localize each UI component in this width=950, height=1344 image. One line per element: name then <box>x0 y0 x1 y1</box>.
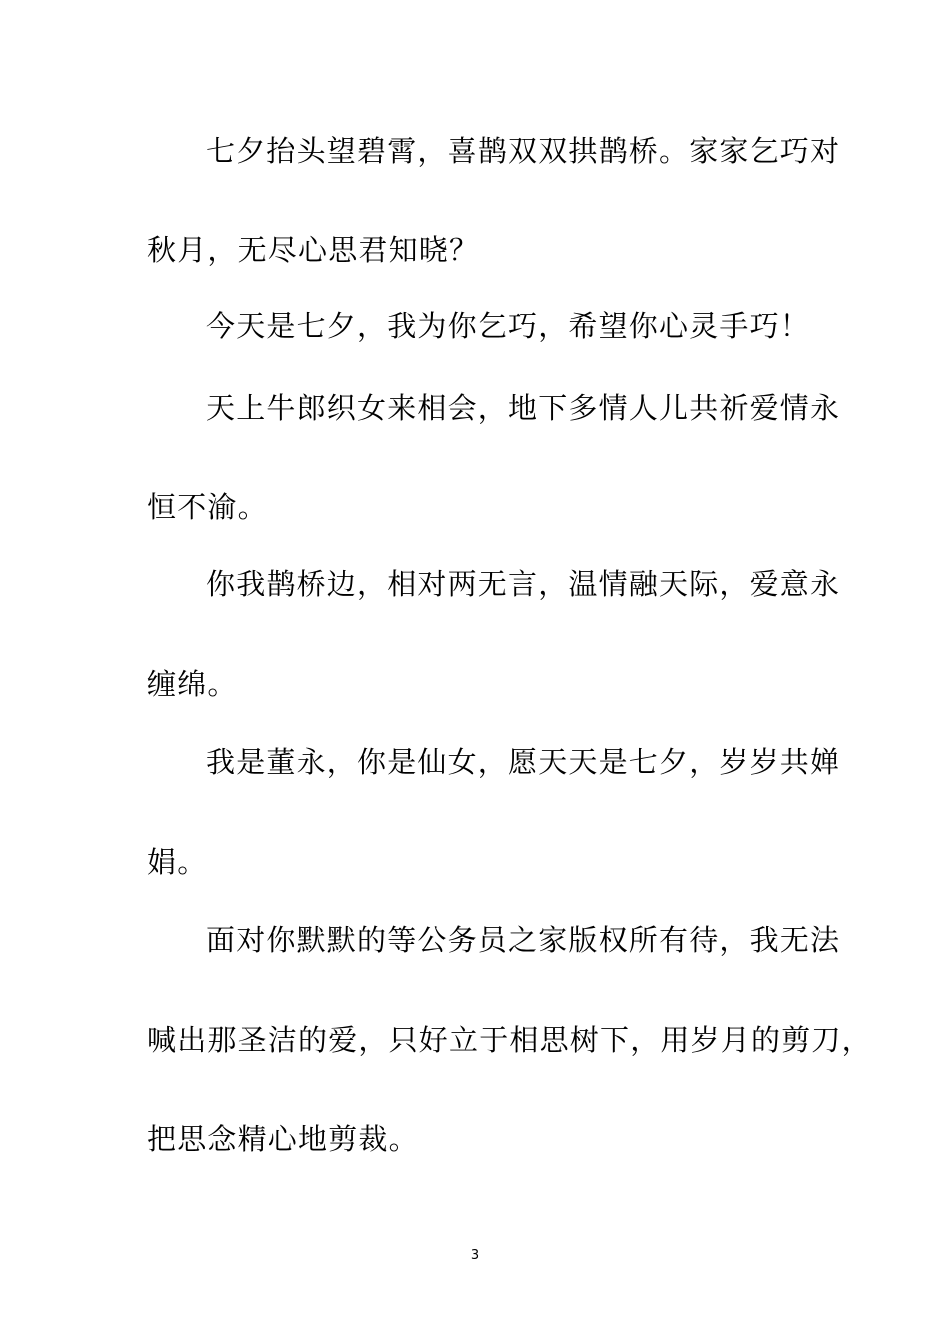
paragraph-line: 缠绵。 <box>147 667 238 701</box>
paragraph-line: 天上牛郎织女来相会，地下多情人儿共祈爱情永 <box>206 391 841 425</box>
paragraph-line: 我是董永，你是仙女，愿天天是七夕，岁岁共婵 <box>206 745 841 779</box>
paragraph-line: 今天是七夕，我为你乞巧，希望你心灵手巧！ <box>206 309 811 343</box>
paragraph-line: 喊出那圣洁的爱，只好立于相思树下，用岁月的剪刀， <box>147 1023 872 1057</box>
paragraph-line: 面对你默默的等公务员之家版权所有待，我无法 <box>206 923 841 957</box>
paragraph-line: 娟。 <box>147 845 208 879</box>
paragraph-line: 恒不渝。 <box>147 490 268 524</box>
page-number: 3 <box>470 1248 480 1263</box>
paragraph-line: 把思念精心地剪裁。 <box>147 1122 419 1156</box>
paragraph-line: 七夕抬头望碧霄，喜鹊双双拱鹊桥。家家乞巧对 <box>206 134 841 168</box>
paragraph-line: 秋月，无尽心思君知晓？ <box>147 233 480 267</box>
paragraph-line: 你我鹊桥边，相对两无言，温情融天际，爱意永 <box>206 567 841 601</box>
